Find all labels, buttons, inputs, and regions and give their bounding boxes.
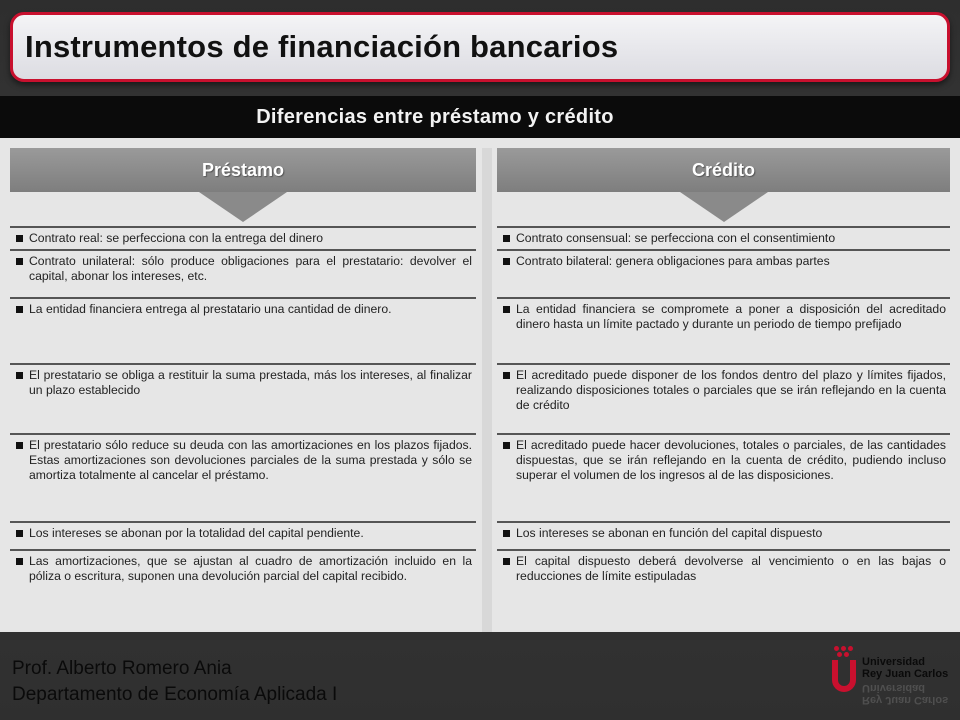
credito-list [497,226,950,613]
footer-credits [12,656,337,708]
university-logo [832,640,952,712]
logo-reflection [862,682,948,706]
list-item: El prestatario se obliga a restituir la suma prestada, más los intereses, al finalizar un plazo establecido [10,365,476,435]
panel-header [0,96,960,138]
list-item: El acreditado puede disponer de los fondos dentro del plazo y límites fijados, realizando disposiciones totales o parciales que se irán reflejando en la cuenta de crédito [497,365,950,435]
list-item: Contrato real: se perfecciona con la entrega del dinero [10,226,476,251]
bullet-icon [16,235,23,242]
prestamo-list [10,226,476,613]
down-arrow-icon [680,192,768,222]
panel-header-text: Diferencias entre préstamo y crédito [256,105,614,128]
list-item: Contrato unilateral: sólo produce obligaciones para el prestatario: devolver el capital, abonar los intereses, etc. [10,251,476,299]
down-arrow-icon [199,192,287,222]
bullet-icon [503,530,510,537]
list-item: El acreditado puede hacer devoluciones, totales o parciales, de las cantidades dispuestas, que se irán reflejando en la cuenta de crédito, pudiendo incluso superar el volumen de los ingresos al de las disposiciones. [497,435,950,523]
urjc-u-icon [832,646,856,700]
author-name: Prof. Alberto Romero Ania [12,658,232,679]
column-heading-text: Préstamo [201,159,285,180]
logo-line-2: Rey Juan Carlos [862,668,949,680]
bullet-icon [503,372,510,379]
bullet-icon [16,442,23,449]
column-credito [497,148,950,632]
column-prestamo [10,148,476,632]
bullet-icon [16,306,23,313]
bullet-icon [503,442,510,449]
list-item: Los intereses se abonan por la totalidad del capital pendiente. [10,523,476,551]
list-item: El prestatario sólo reduce su deuda con las amortizaciones en los plazos fijados. Estas amortizaciones son devoluciones parciales de la suma prestada y sólo se amortiza totalmente al cancelar el préstamo. [10,435,476,523]
logo-wordmark [862,656,948,680]
bullet-icon [503,306,510,313]
column-heading-credito [497,148,950,192]
bullet-icon [503,235,510,242]
bullet-icon [16,372,23,379]
list-item: La entidad financiera se compromete a poner a disposición del acreditado dinero hasta un límite pactado y durante un periodo de tiempo prefijado [497,299,950,365]
list-item: Contrato bilateral: genera obligaciones para ambas partes [497,251,950,299]
page-title: Instrumentos de financiación bancarios [25,29,619,64]
comparison-panel [0,96,960,632]
list-item: Contrato consensual: se perfecciona con el consentimiento [497,226,950,251]
list-item: Los intereses se abonan en función del capital dispuesto [497,523,950,551]
logo-line-1: Universidad [862,656,925,668]
logo-reflection-line-2: Rey Juan Carlos [862,694,949,706]
logo-reflection-line-1: Universidad [862,682,925,694]
bullet-icon [16,530,23,537]
list-item: La entidad financiera entrega al prestatario una cantidad de dinero. [10,299,476,365]
bullet-icon [503,558,510,565]
column-heading-text: Crédito [692,159,755,180]
department-name: Departamento de Economía Aplicada I [12,684,338,705]
bullet-icon [16,258,23,265]
list-item: El capital dispuesto deberá devolverse al vencimiento o en las bajas o reducciones de límite estipuladas [497,551,950,613]
column-separator [482,148,492,632]
list-item: Las amortizaciones, que se ajustan al cuadro de amortización incluido en la póliza o escritura, suponen una devolución parcial del capital recibido. [10,551,476,613]
column-heading-prestamo [10,148,476,192]
bullet-icon [16,558,23,565]
bullet-icon [503,258,510,265]
title-banner [10,12,950,82]
logo-dots [834,646,856,658]
